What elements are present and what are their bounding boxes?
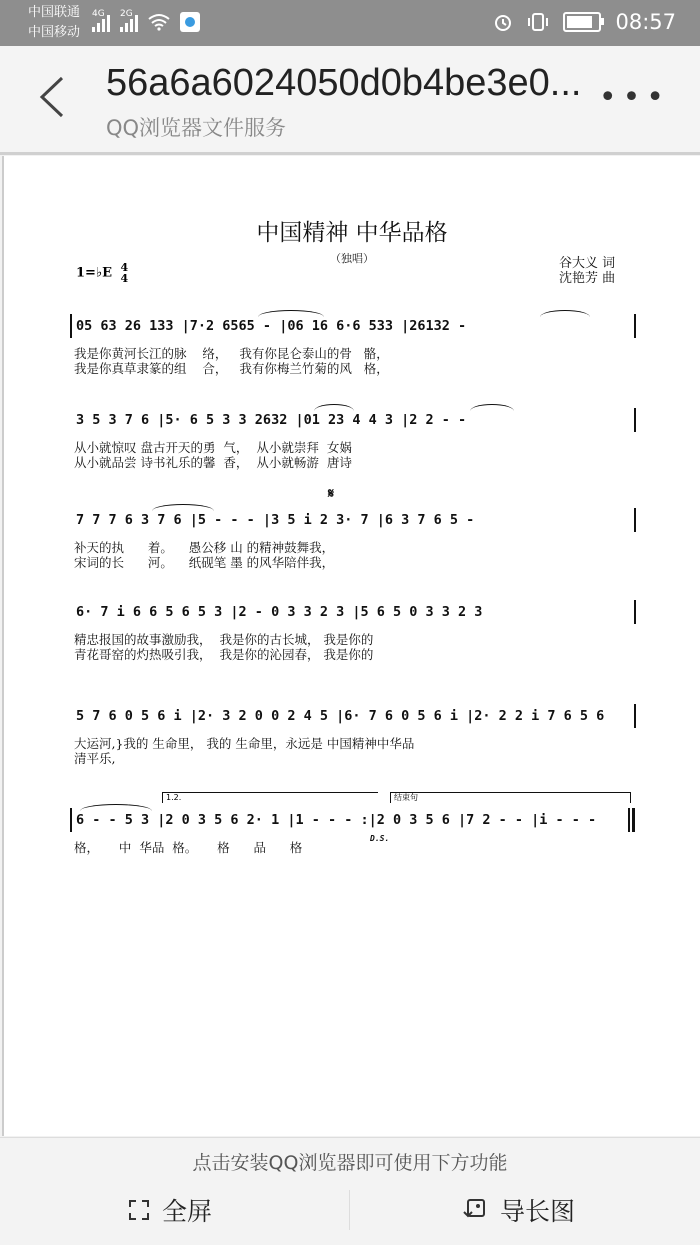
export-image-icon [462, 1198, 488, 1222]
lyrics-verse-1: 我是你黄河长江的脉 络， 我有你昆仑泰山的骨 骼， [74, 346, 389, 361]
notes-text: 6 - - 5 3 |2 0 3 5 6 2· 1 |1 - - - :|2 0 3 5 6 |7 2 - - |i - - - [76, 812, 597, 828]
composer: 沈艳芳 曲 [559, 271, 616, 286]
notation-line [70, 808, 636, 843]
carrier-1: 中国联通 [28, 5, 81, 20]
key-signature [76, 262, 128, 284]
lyrics-verse-2: 宋词的长 河。 纸砚笔 墨 的风华陪伴我， [74, 555, 335, 570]
score-credits [559, 256, 615, 286]
music-system-1 [70, 314, 636, 376]
lyrics-verse-1: 格， 中 华品 格。 格 品 格 [74, 840, 303, 855]
score-subtitle: （独唱） [330, 252, 374, 265]
music-system-3 [70, 486, 636, 570]
music-system-5 [70, 704, 636, 766]
status-bar [0, 0, 700, 46]
time-signature [121, 262, 129, 284]
app-notification-icon [180, 12, 200, 32]
net-1-label: 4G [92, 9, 105, 19]
vibrate-icon [527, 12, 549, 32]
lyrics-verse-1: 大运河,}我的 生命里， 我的 生命里，永远是 中国精神中华品 [74, 736, 415, 751]
time-bottom: 4 [120, 272, 129, 285]
lyrics-verse-2: 我是你真草隶篆的组 合， 我有你梅兰竹菊的风 格， [74, 361, 389, 376]
signal-2-icon [120, 9, 138, 32]
notes-text: 05 63 26 133 |7·2 6565 - |06 16 6·6 533 |26132 - [76, 318, 467, 334]
music-system-4 [70, 600, 636, 662]
notes-text: 6· 7 i 6 6 5 6 5 3 |2 - 0 3 3 2 3 |5 6 5 0 3 3 2 3 [76, 604, 483, 620]
music-system-2 [70, 408, 636, 470]
notation-line [70, 486, 636, 534]
battery-icon [563, 12, 601, 32]
more-options-icon[interactable]: ••• [598, 80, 670, 115]
volta-1-2: 1.2. [162, 792, 378, 803]
browser-header [0, 46, 700, 155]
document-viewer[interactable] [2, 156, 700, 1136]
notation-line [70, 600, 636, 626]
notation-line [70, 314, 636, 340]
lyrics-verse-2: 从小就品尝 诗书礼乐的馨 香， 从小就畅游 唐诗 [74, 455, 352, 470]
slur [314, 404, 354, 411]
file-service-label: QQ浏览器文件服务 [106, 116, 287, 140]
notes-text: 3 5 3 7 6 |5· 6 5 3 3 2632 |01 23 4 4 3 |2 2 - - [76, 412, 467, 428]
slur [152, 504, 214, 511]
network-icons [92, 9, 200, 32]
time-top: 4 [120, 261, 129, 274]
lyrics-verse-1: 精忠报国的故事激励我， 我是你的古长城， 我是你的 [74, 632, 374, 647]
slur [258, 310, 324, 317]
clock: 08:57 [615, 10, 676, 34]
install-prompt-footer [0, 1137, 700, 1245]
fullscreen-button[interactable] [128, 1190, 212, 1230]
lyrics-verse-1: 补天的执 着。 愚公移 山 的精神鼓舞我， [74, 540, 335, 555]
fullscreen-icon [128, 1199, 150, 1221]
slur [470, 404, 514, 411]
install-prompt-message: 点击安装QQ浏览器即可使用下方功能 [192, 1152, 508, 1174]
notes-text: 5 7 6 0 5 6 i |2· 3 2 0 0 2 4 5 |6· 7 6 0 5 6 i |2· 2 2 i 7 6 5 6 [76, 708, 605, 724]
carrier-info [28, 3, 80, 43]
footer-divider [349, 1190, 350, 1230]
lyricist: 谷大义 词 [559, 256, 616, 271]
notation-line [70, 704, 636, 730]
slur [540, 310, 590, 317]
export-long-image-button[interactable] [462, 1190, 575, 1230]
key-label: 1=♭E [76, 265, 112, 281]
lyrics-verse-2: 青花哥窑的灼热吸引我， 我是你的沁园春， 我是你的 [74, 647, 374, 662]
lyrics-verse-2: 清平乐, [74, 751, 140, 766]
wifi-icon [148, 13, 170, 31]
volta-ending: 结束句 [390, 792, 631, 803]
carrier-2: 中国移动 [28, 25, 81, 40]
fullscreen-label: 全屏 [162, 1197, 213, 1226]
file-title: 56a6a6024050d0b4be3e0... [106, 62, 582, 104]
lyrics-verse-1: 从小就惊叹 盘古开天的勇 气， 从小就崇拜 女娲 [74, 440, 352, 455]
segno-sign: 𝄋 [328, 486, 335, 502]
signal-1-icon [92, 9, 110, 32]
alarm-icon [493, 12, 513, 32]
slur [80, 804, 152, 811]
music-system-6 [70, 793, 636, 855]
battery-level [567, 16, 592, 28]
export-label: 导长图 [500, 1197, 576, 1226]
notation-line [70, 408, 636, 434]
score-title: 中国精神 中华品格 [256, 220, 448, 246]
notes-text: 7 7 7 6 3 7 6 |5 - - - |3 5 i 2 3· 7 |6 3 7 6 5 - [76, 512, 475, 528]
net-2-label: 2G [120, 9, 133, 19]
back-arrow-icon[interactable] [38, 76, 66, 118]
ds-marking: D.S. [370, 834, 390, 843]
status-right [493, 10, 676, 34]
